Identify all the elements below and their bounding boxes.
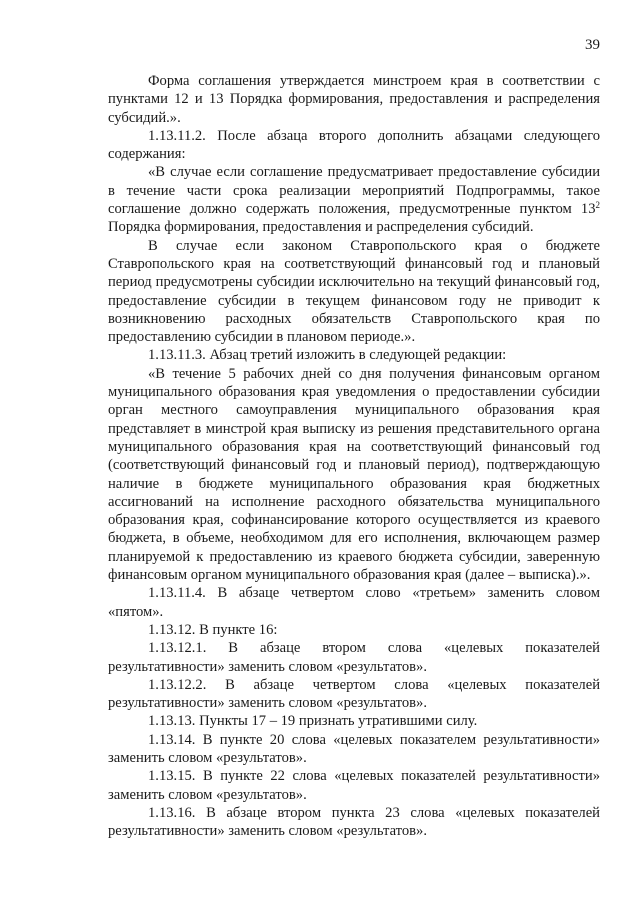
paragraph-1-13-16: 1.13.16. В абзаце втором пункта 23 слова «целевых показателей результативности» заменить словом «результатов». [108,804,600,840]
paragraph-1-13-11-2: 1.13.11.2. После абзаца второго дополнить абзацами следующего содержания: [108,127,600,163]
paragraph-agreement-quote [108,163,600,236]
paragraph-five-days-quote: «В течение 5 рабочих дней со дня получения финансовым органом муниципального образования края уведомления о предоставлении субсидии орган местного самоуправления муниципального образования края представляет в минстрой края выписку из решения представительного органа муниципального образования края на соответствующий финансовый год (соответствующий финансовый год и плановый период), подтверждающую наличие в бюджете муниципального образования края бюджетных ассигнований на исполнение расходного обязательства муниципального образования края, софинансирование которого осуществляется из краевого бюджета, в объеме, необходимом для его исполнения, включающем размер планируемой к предоставлению из краевого бюджета субсидии, заверенную финансовым органом муниципального образования края (далее – выписка).». [108,365,600,584]
agreement-quote-tail: Порядка формирования, предоставления и распределения субсидий. [108,219,534,236]
paragraph-1-13-12-2: 1.13.12.2. В абзаце четвертом слова «целевых показателей результативности» заменить словом «результатов». [108,676,600,712]
agreement-quote-text: «В случае если соглашение предусматривает предоставление субсидии в течение части срока реализации мероприятий Подпрограммы, такое соглашение должно содержать положения, предусмотренные пунктом 13 [108,164,600,218]
paragraph-1-13-15: 1.13.15. В пункте 22 слова «целевых показателей результативности» заменить словом «результатов». [108,768,600,803]
paragraph-1-13-13: 1.13.13. Пункты 17 – 19 признать утратившими силу. [148,713,478,730]
paragraph-1-13-11-3: 1.13.11.3. Абзац третий изложить в следующей редакции: [148,347,507,364]
paragraph-budget-law: В случае если законом Ставропольского края о бюджете Ставропольского края на соответствующий финансовый год и плановый период предусмотрены субсидии исключительно на текущий финансовый год, предоставление субсидии в текущем финансовом году не приводит к возникновению расходных обязательств Ставропольского края по предоставлению субсидии в плановом периоде.». [108,237,600,346]
paragraph-form-approval: Форма соглашения утверждается минстроем края в соответствии с пунктами 12 и 13 Порядка формирования, предоставления и распределения субсидий.». [108,73,600,126]
paragraph-1-13-11-4: 1.13.11.4. В абзаце четвертом слово «третьем» заменить словом «пятом». [108,585,600,620]
paragraph-1-13-12-1: 1.13.12.1. В абзаце втором слова «целевых показателей результативности» заменить словом «результатов». [108,640,600,675]
document-body [108,72,600,840]
paragraph-1-13-12: 1.13.12. В пункте 16: [148,621,278,638]
paragraph-1-13-14: 1.13.14. В пункте 20 слова «целевых показателем результативности» заменить словом «результатов». [108,731,600,766]
superscript-index: 2 [595,200,600,211]
page-number: 39 [585,37,600,53]
